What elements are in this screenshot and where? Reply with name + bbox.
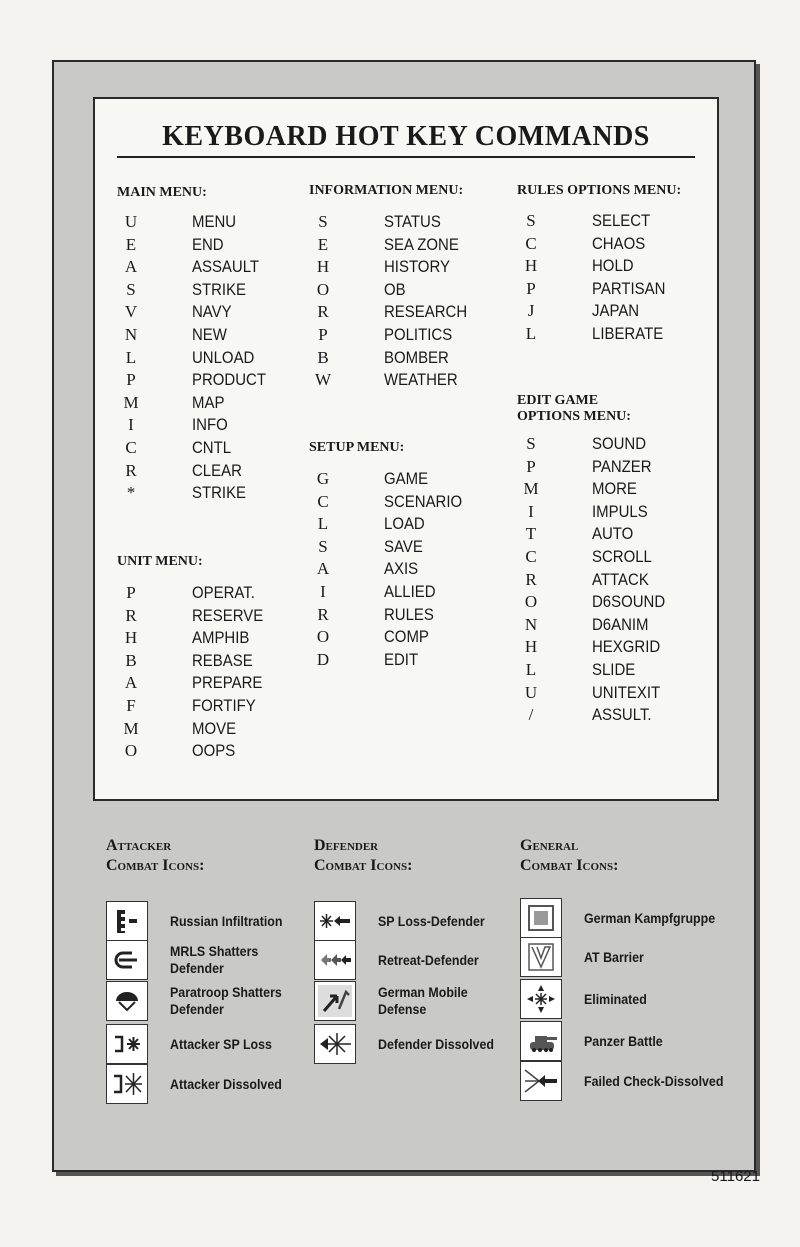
hotkey-key: R — [317, 302, 329, 322]
hotkey-row — [517, 501, 697, 524]
setup-menu-section — [309, 440, 489, 671]
hotkey-key: U — [124, 212, 138, 231]
retreat-defender-icon — [314, 940, 356, 980]
icon-legend-label-line1: SP Loss-Defender — [378, 913, 485, 929]
icon-legend-label-line1: Eliminated — [584, 991, 647, 1007]
sp-loss-defender-icon — [314, 901, 356, 941]
hotkey-command: AXIS — [384, 559, 419, 579]
hotkey-key: M — [523, 479, 539, 499]
hotkey-row — [309, 369, 489, 392]
hotkey-row — [309, 558, 489, 581]
hotkey-command: ASSULT. — [592, 705, 652, 725]
hotkey-key: C — [125, 437, 137, 457]
icon-legend-row — [314, 1024, 534, 1064]
hotkey-row — [309, 279, 489, 302]
hotkey-key: I — [320, 581, 326, 601]
hotkey-key: B — [317, 347, 329, 367]
general-icon-list — [520, 898, 724, 1108]
edit-game-options-heading-line1: EDIT GAME — [517, 393, 599, 408]
unit-menu-heading: UNIT MENU: — [117, 554, 203, 569]
icon-legend-row — [520, 1061, 740, 1101]
hotkey-key: E — [317, 234, 329, 254]
hotkey-command: POLITICS — [384, 324, 453, 344]
icon-legend-label-line1: Panzer Battle — [584, 1033, 663, 1049]
hotkey-key: J — [527, 301, 535, 321]
hotkey-command: OOPS — [192, 741, 236, 761]
hotkey-key: P — [526, 456, 536, 476]
hotkey-command: COMP — [384, 627, 429, 647]
icon-legend-row — [106, 940, 326, 980]
icon-legend-row — [520, 1021, 740, 1061]
icon-legend-row — [314, 940, 534, 980]
failed-check-dissolved-icon — [520, 1061, 562, 1101]
hotkey-command: ASSAULT — [192, 257, 260, 277]
hotkey-key: H — [524, 256, 538, 276]
icon-legend-row — [520, 937, 740, 977]
icon-legend-label — [378, 940, 479, 980]
icon-legend-label-line1: Paratroop Shatters — [170, 985, 282, 1000]
main-menu-section — [117, 185, 297, 505]
hotkey-row — [309, 211, 489, 234]
hotkey-key: O — [524, 592, 538, 612]
hotkey-row — [117, 324, 297, 347]
hotkey-command: LIBERATE — [592, 323, 664, 343]
icon-legend-label — [378, 901, 485, 941]
hotkey-command: PREPARE — [192, 673, 263, 693]
hotkey-command: IMPULS — [592, 501, 648, 521]
hotkey-row — [517, 523, 697, 546]
information-menu-heading: INFORMATION MENU: — [309, 183, 464, 198]
icon-legend-row — [106, 1024, 326, 1064]
icon-legend-label-line1: German Mobile — [378, 985, 468, 1000]
icon-legend-row — [520, 979, 740, 1019]
hotkey-key: M — [123, 392, 139, 412]
icon-legend-row — [106, 1064, 326, 1104]
hotkey-command: UNLOAD — [192, 347, 255, 367]
hotkey-row — [309, 581, 489, 604]
hotkey-command: FORTIFY — [192, 695, 256, 715]
hotkey-command: PRODUCT — [192, 370, 266, 390]
hotkey-command: NEW — [192, 324, 227, 344]
hotkey-row — [309, 324, 489, 347]
hotkey-row — [117, 460, 297, 483]
hotkey-key: A — [124, 673, 138, 693]
hotkey-row — [117, 740, 297, 763]
hotkey-key: W — [314, 370, 332, 390]
hotkey-command: GAME — [384, 469, 429, 488]
hotkey-row — [117, 582, 297, 605]
setup-menu-heading: SETUP MENU: — [309, 440, 405, 455]
icon-legend-label — [170, 981, 282, 1021]
hotkey-key: O — [124, 741, 138, 761]
icon-legend-label-line1: Attacker Dissolved — [170, 1076, 282, 1092]
hotkey-key: I — [528, 501, 534, 521]
hotkey-row — [117, 627, 297, 650]
hotkey-command: STRIKE — [192, 483, 247, 503]
hotkey-row — [117, 279, 297, 302]
hotkey-row — [117, 347, 297, 370]
hotkey-command: D6ANIM — [592, 614, 649, 634]
paratroop-shatters-icon — [106, 981, 148, 1021]
defender-legend-heading-line1: Defender — [314, 837, 379, 854]
hotkey-command: SELECT — [592, 211, 651, 230]
hotkey-command: INFO — [192, 415, 228, 435]
hotkey-key: L — [525, 659, 537, 679]
hotkey-command: RULES — [384, 604, 434, 624]
hotkey-row — [117, 234, 297, 257]
hotkey-key: S — [126, 279, 136, 299]
hotkey-command: HEXGRID — [592, 637, 661, 657]
hotkey-command: ATTACK — [592, 569, 649, 589]
hotkey-row — [117, 437, 297, 460]
hotkey-key: P — [526, 278, 536, 298]
setup-menu-list — [309, 468, 489, 671]
defender-dissolved-icon — [314, 1024, 356, 1064]
hotkey-row — [117, 482, 297, 505]
hotkey-key: R — [125, 460, 137, 480]
hotkey-key: G — [316, 469, 330, 488]
main-menu-heading: MAIN MENU: — [117, 185, 207, 200]
icon-legend-label — [584, 1021, 663, 1061]
hotkey-key: M — [123, 718, 139, 738]
at-barrier-icon — [520, 937, 562, 977]
edit-game-options-heading-line2: OPTIONS MENU: — [517, 409, 631, 424]
german-kampfgruppe-icon — [520, 898, 562, 938]
hotkey-command: UNITEXIT — [592, 682, 661, 702]
defender-legend-heading-line2: Combat Icons: — [314, 857, 413, 874]
hotkey-command: WEATHER — [384, 370, 458, 390]
hotkey-key: O — [316, 279, 330, 299]
hotkey-key: U — [524, 682, 538, 702]
hotkey-key: H — [124, 628, 138, 648]
hotkey-row — [117, 695, 297, 718]
hotkey-key: D — [316, 649, 330, 669]
icon-legend-label — [170, 940, 258, 980]
icon-legend-label-line1: Failed Check-Dissolved — [584, 1073, 724, 1089]
hotkey-command: CLEAR — [192, 460, 242, 480]
icon-legend-label-line2: Defender — [170, 1002, 224, 1017]
hotkey-row — [309, 513, 489, 536]
hotkey-command: AMPHIB — [192, 628, 250, 648]
hotkey-row — [117, 256, 297, 279]
hotkey-key: L — [125, 347, 137, 367]
hotkey-row — [309, 649, 489, 672]
hotkey-row — [309, 347, 489, 370]
hotkey-row — [309, 468, 489, 491]
rules-options-menu-heading: RULES OPTIONS MENU: — [517, 183, 682, 198]
attacker-sp-loss-icon — [106, 1024, 148, 1064]
hotkey-row — [517, 300, 697, 323]
icon-legend-row — [106, 981, 326, 1021]
hotkey-command: NAVY — [192, 302, 232, 322]
hotkey-row — [309, 626, 489, 649]
hotkey-row — [309, 491, 489, 514]
hotkey-row — [517, 233, 697, 256]
hotkey-key: C — [525, 546, 537, 566]
page-number: 511621 — [711, 1168, 760, 1185]
hotkey-key: R — [317, 604, 329, 624]
hotkey-panel — [93, 97, 719, 801]
hotkey-key: V — [124, 302, 138, 322]
hotkey-command: SEA ZONE — [384, 234, 459, 254]
hotkey-command: CHAOS — [592, 233, 646, 253]
edit-game-options-menu-list — [517, 433, 697, 727]
general-legend-heading-line1: General — [520, 837, 579, 854]
hotkey-row — [517, 704, 697, 727]
hotkey-row — [117, 650, 297, 673]
general-icons-legend — [520, 836, 724, 1108]
icon-legend-label-line1: Russian Infiltration — [170, 913, 283, 929]
icon-legend-label — [378, 1024, 494, 1064]
icon-legend-label — [170, 1024, 272, 1064]
hotkey-key: P — [318, 324, 328, 344]
hotkey-command: MOVE — [192, 718, 237, 738]
icon-legend-label — [584, 937, 644, 977]
hotkey-row — [517, 456, 697, 479]
hotkey-command: REBASE — [192, 650, 253, 670]
information-menu-list — [309, 211, 489, 392]
hotkey-row — [517, 278, 697, 301]
icon-legend-label — [584, 1061, 723, 1101]
hotkey-row — [309, 536, 489, 559]
icon-legend-row — [520, 898, 740, 938]
hotkey-command: BOMBER — [384, 347, 449, 367]
hotkey-row — [517, 210, 697, 233]
hotkey-key: L — [525, 323, 537, 343]
hotkey-row — [517, 546, 697, 569]
hotkey-key: * — [126, 483, 136, 503]
hotkey-key: N — [124, 324, 138, 344]
hotkey-key: H — [316, 257, 330, 277]
hotkey-key: N — [524, 614, 538, 634]
russian-infiltration-icon — [106, 901, 148, 941]
attacker-icon-list — [106, 901, 283, 1111]
hotkey-row — [517, 659, 697, 682]
hotkey-row — [117, 605, 297, 628]
hotkey-row — [517, 255, 697, 278]
hotkey-command: PARTISAN — [592, 278, 666, 298]
hotkey-command: OPERAT. — [192, 583, 255, 602]
icon-legend-label-line1: Retreat-Defender — [378, 952, 479, 968]
hotkey-command: SCENARIO — [384, 491, 463, 511]
hotkey-command: LOAD — [384, 514, 425, 534]
hotkey-row — [117, 301, 297, 324]
attacker-icons-legend — [106, 836, 283, 1111]
hotkey-row — [117, 414, 297, 437]
hotkey-command: MORE — [592, 479, 637, 499]
hotkey-row — [517, 636, 697, 659]
hotkey-command: STATUS — [384, 212, 441, 231]
hotkey-command: SLIDE — [592, 659, 636, 679]
hotkey-command: PANZER — [592, 456, 652, 476]
hotkey-row — [117, 672, 297, 695]
information-menu-section — [309, 183, 489, 392]
unit-menu-section — [117, 554, 297, 763]
hotkey-command: SOUND — [592, 434, 647, 453]
hotkey-key: C — [317, 491, 329, 511]
hotkey-row — [117, 211, 297, 234]
hotkey-key: / — [528, 705, 534, 725]
defender-icons-legend — [314, 836, 494, 1071]
hotkey-key: R — [525, 569, 537, 589]
defender-icon-list — [314, 901, 494, 1071]
hotkey-row — [309, 234, 489, 257]
hotkey-row — [309, 604, 489, 627]
icon-legend-row — [314, 901, 534, 941]
hotkey-command: SAVE — [384, 536, 423, 556]
panzer-battle-icon — [520, 1021, 562, 1061]
general-legend-heading-line2: Combat Icons: — [520, 857, 619, 874]
icon-legend-label-line1: MRLS Shatters — [170, 944, 259, 959]
icon-legend-label-line1: Defender Dissolved — [378, 1036, 494, 1052]
page-title: KEYBOARD HOT KEY COMMANDS — [162, 121, 650, 152]
attacker-legend-heading-line1: Attacker — [106, 837, 172, 854]
rules-options-menu-section — [517, 183, 697, 346]
hotkey-row — [117, 392, 297, 415]
main-menu-list — [117, 211, 297, 505]
icon-legend-row — [106, 901, 326, 941]
hotkey-command: MAP — [192, 392, 225, 412]
edit-game-options-menu-section — [517, 393, 697, 727]
icon-legend-label — [584, 979, 647, 1019]
hotkey-row — [517, 478, 697, 501]
eliminated-icon — [520, 979, 562, 1019]
icon-legend-label — [170, 1064, 282, 1104]
hotkey-command: D6SOUND — [592, 592, 666, 612]
hotkey-key: H — [524, 637, 538, 657]
hotkey-row — [309, 256, 489, 279]
hotkey-key: O — [316, 627, 330, 647]
hotkey-key: S — [318, 536, 328, 556]
hotkey-command: OB — [384, 279, 406, 299]
hotkey-command: CNTL — [192, 437, 232, 457]
hotkey-key: P — [126, 583, 136, 602]
icon-legend-label-line1: German Kampfgruppe — [584, 910, 716, 926]
icon-legend-label-line2: Defense — [378, 1002, 427, 1017]
hotkey-key: I — [128, 415, 134, 435]
icon-legend-label-line1: AT Barrier — [584, 949, 644, 965]
hotkey-command: RESERVE — [192, 605, 264, 625]
hotkey-command: HOLD — [592, 256, 634, 276]
hotkey-row — [517, 323, 697, 346]
hotkey-key: B — [125, 650, 137, 670]
hotkey-key: L — [317, 514, 329, 534]
hotkey-command: HISTORY — [384, 257, 450, 277]
hotkey-command: JAPAN — [592, 301, 640, 321]
hotkey-key: P — [126, 370, 136, 390]
title-divider — [117, 156, 695, 158]
attacker-dissolved-icon — [106, 1064, 148, 1104]
hotkey-key: S — [526, 211, 536, 230]
attacker-legend-heading-line2: Combat Icons: — [106, 857, 205, 874]
hotkey-command: AUTO — [592, 524, 634, 544]
icon-legend-row — [314, 981, 534, 1021]
hotkey-row — [309, 301, 489, 324]
hotkey-command: RESEARCH — [384, 302, 468, 322]
hotkey-key: R — [125, 605, 137, 625]
hotkey-command: EDIT — [384, 649, 419, 669]
hotkey-command: ALLIED — [384, 581, 436, 601]
hotkey-command: MENU — [192, 212, 237, 231]
german-mobile-defense-icon — [314, 981, 356, 1021]
icon-legend-label — [170, 901, 282, 941]
hotkey-command: STRIKE — [192, 279, 247, 299]
hotkey-row — [517, 614, 697, 637]
hotkey-key: A — [316, 559, 330, 579]
hotkey-key: C — [525, 233, 537, 253]
icon-legend-label — [584, 898, 715, 938]
hotkey-row — [517, 591, 697, 614]
hotkey-key: F — [126, 695, 136, 715]
icon-legend-label-line2: Defender — [170, 961, 224, 976]
hotkey-key: A — [124, 257, 138, 277]
unit-menu-list — [117, 582, 297, 763]
hotkey-row — [517, 569, 697, 592]
hotkey-row — [117, 369, 297, 392]
hotkey-command: END — [192, 234, 224, 254]
hotkey-key: S — [526, 434, 536, 453]
hotkey-key: E — [125, 234, 137, 254]
hotkey-row — [517, 682, 697, 705]
hotkey-row — [117, 718, 297, 741]
hotkey-key: T — [525, 524, 537, 544]
mrls-shatters-icon — [106, 940, 148, 980]
hotkey-key: S — [318, 212, 328, 231]
icon-legend-label — [378, 981, 468, 1021]
icon-legend-label-line1: Attacker SP Loss — [170, 1036, 272, 1052]
rules-options-menu-list — [517, 210, 697, 346]
hotkey-row — [517, 433, 697, 456]
hotkey-command: SCROLL — [592, 546, 652, 566]
